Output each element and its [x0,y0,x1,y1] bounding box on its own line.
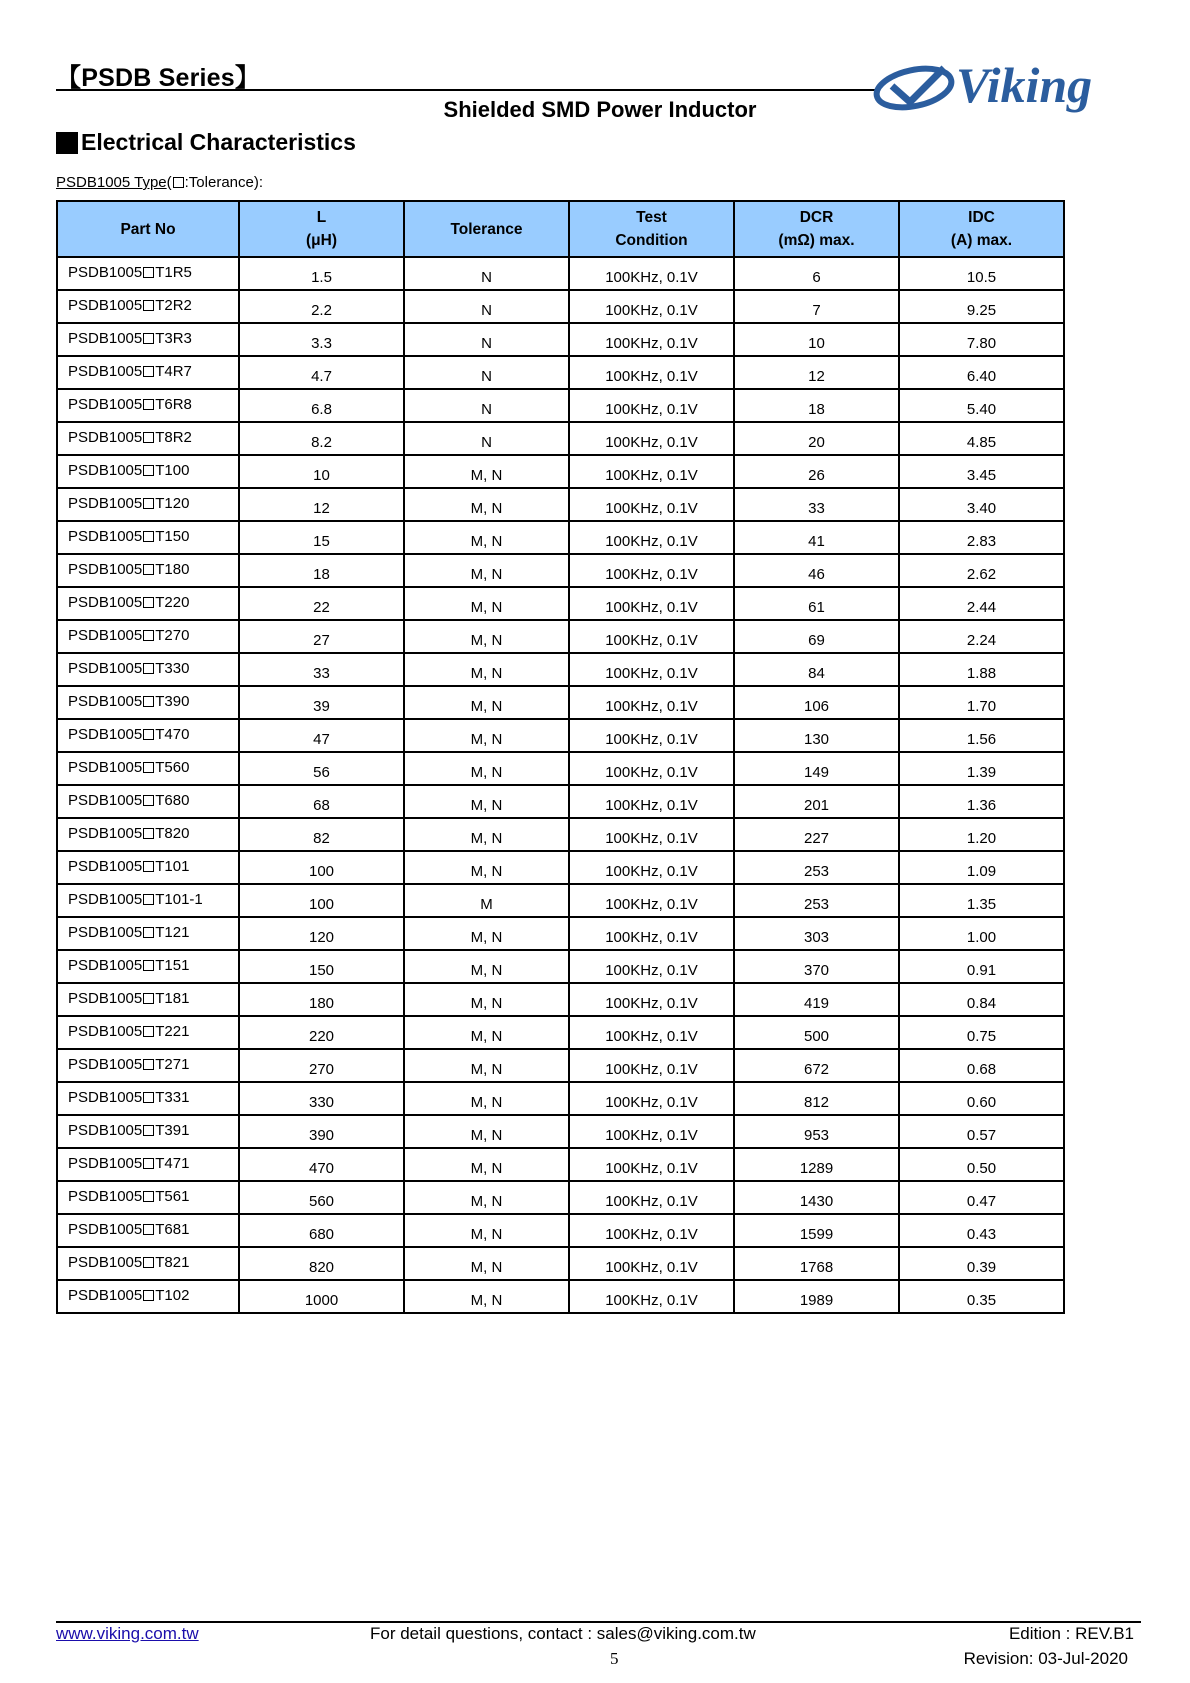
cell-idc: 2.24 [899,620,1064,653]
cell-part-no: PSDB1005 T3R3 [57,323,239,356]
cell-dcr: 1430 [734,1181,899,1214]
cell-test-condition: 100KHz, 0.1V [569,389,734,422]
cell-idc: 0.43 [899,1214,1064,1247]
placeholder-box-icon [143,399,154,410]
cell-part-no: PSDB1005 T151 [57,950,239,983]
cell-idc: 9.25 [899,290,1064,323]
cell-dcr: 61 [734,587,899,620]
cell-test-condition: 100KHz, 0.1V [569,785,734,818]
table-row [57,818,1064,851]
header-dcr: DCR (mΩ) max. [734,201,899,257]
cell-inductance: 270 [239,1049,404,1082]
table-row [57,719,1064,752]
cell-dcr: 370 [734,950,899,983]
section-title [56,129,356,156]
cell-dcr: 253 [734,884,899,917]
cell-dcr: 84 [734,653,899,686]
contact-text: For detail questions, contact : sales@viking.com.tw [370,1624,756,1643]
cell-part-no: PSDB1005 T121 [57,917,239,950]
cell-part-no: PSDB1005 T561 [57,1181,239,1214]
placeholder-box-icon [143,894,154,905]
cell-idc: 1.88 [899,653,1064,686]
table-row [57,620,1064,653]
table-row [57,323,1064,356]
cell-tolerance: M, N [404,653,569,686]
table-row [57,884,1064,917]
table-row [57,1247,1064,1280]
cell-part-no: PSDB1005 T471 [57,1148,239,1181]
cell-test-condition: 100KHz, 0.1V [569,653,734,686]
header-part-no: Part No [57,201,239,257]
table-row [57,1115,1064,1148]
cell-idc: 10.5 [899,257,1064,290]
cell-test-condition: 100KHz, 0.1V [569,983,734,1016]
cell-test-condition: 100KHz, 0.1V [569,1181,734,1214]
cell-tolerance: M, N [404,455,569,488]
table-row [57,587,1064,620]
cell-tolerance: N [404,290,569,323]
cell-tolerance: N [404,389,569,422]
placeholder-box-icon [143,828,154,839]
cell-dcr: 18 [734,389,899,422]
cell-inductance: 120 [239,917,404,950]
cell-test-condition: 100KHz, 0.1V [569,1082,734,1115]
cell-test-condition: 100KHz, 0.1V [569,323,734,356]
cell-tolerance: M [404,884,569,917]
cell-dcr: 1599 [734,1214,899,1247]
cell-tolerance: M, N [404,851,569,884]
cell-idc: 2.44 [899,587,1064,620]
cell-dcr: 130 [734,719,899,752]
table-row [57,521,1064,554]
table-row [57,983,1064,1016]
cell-dcr: 419 [734,983,899,1016]
cell-part-no: PSDB1005 T8R2 [57,422,239,455]
cell-tolerance: M, N [404,554,569,587]
cell-part-no: PSDB1005 T1R5 [57,257,239,290]
section-bullet-icon [56,132,78,154]
table-row [57,455,1064,488]
viking-logo [870,52,1150,124]
edition-text: Edition : REV.B1 [1008,1624,1134,1643]
cell-test-condition: 100KHz, 0.1V [569,257,734,290]
header-idc: IDC (A) max. [899,201,1064,257]
cell-idc: 3.45 [899,455,1064,488]
cell-dcr: 1289 [734,1148,899,1181]
cell-dcr: 500 [734,1016,899,1049]
cell-inductance: 47 [239,719,404,752]
cell-idc: 1.39 [899,752,1064,785]
cell-tolerance: M, N [404,1181,569,1214]
cell-tolerance: M, N [404,1280,569,1313]
cell-part-no: PSDB1005 T470 [57,719,239,752]
placeholder-box-icon [143,531,154,542]
cell-idc: 4.85 [899,422,1064,455]
cell-tolerance: M, N [404,1148,569,1181]
cell-inductance: 330 [239,1082,404,1115]
placeholder-box-icon [143,861,154,872]
table-row [57,653,1064,686]
cell-part-no: PSDB1005 T180 [57,554,239,587]
table-row [57,389,1064,422]
cell-idc: 6.40 [899,356,1064,389]
cell-dcr: 33 [734,488,899,521]
placeholder-box-icon [143,1059,154,1070]
placeholder-box-icon [143,432,154,443]
placeholder-box-icon [143,927,154,938]
placeholder-box-icon [143,663,154,674]
cell-inductance: 10 [239,455,404,488]
placeholder-box-icon [143,564,154,575]
cell-test-condition: 100KHz, 0.1V [569,554,734,587]
placeholder-box-icon [143,300,154,311]
cell-idc: 0.68 [899,1049,1064,1082]
placeholder-box-icon [143,1125,154,1136]
cell-tolerance: N [404,257,569,290]
cell-idc: 0.57 [899,1115,1064,1148]
cell-tolerance: M, N [404,488,569,521]
cell-test-condition: 100KHz, 0.1V [569,1280,734,1313]
cell-idc: 0.47 [899,1181,1064,1214]
cell-idc: 0.50 [899,1148,1064,1181]
cell-test-condition: 100KHz, 0.1V [569,620,734,653]
placeholder-box-icon [143,993,154,1004]
cell-dcr: 46 [734,554,899,587]
cell-part-no: PSDB1005 T271 [57,1049,239,1082]
table-row [57,917,1064,950]
cell-tolerance: M, N [404,1016,569,1049]
cell-inductance: 100 [239,884,404,917]
cell-inductance: 56 [239,752,404,785]
cell-tolerance: M, N [404,620,569,653]
cell-dcr: 7 [734,290,899,323]
cell-inductance: 220 [239,1016,404,1049]
placeholder-box-icon [173,177,184,188]
cell-dcr: 1768 [734,1247,899,1280]
placeholder-box-icon [143,762,154,773]
header-inductance: L (μH) [239,201,404,257]
cell-tolerance: M, N [404,1049,569,1082]
cell-tolerance: M, N [404,1214,569,1247]
cell-part-no: PSDB1005 T150 [57,521,239,554]
page-number: 5 [610,1649,619,1668]
cell-dcr: 12 [734,356,899,389]
cell-part-no: PSDB1005 T560 [57,752,239,785]
table-row [57,1181,1064,1214]
table-row [57,1049,1064,1082]
cell-inductance: 39 [239,686,404,719]
cell-tolerance: M, N [404,917,569,950]
cell-inductance: 680 [239,1214,404,1247]
placeholder-box-icon [143,333,154,344]
cell-dcr: 149 [734,752,899,785]
cell-inductance: 15 [239,521,404,554]
cell-idc: 2.83 [899,521,1064,554]
cell-idc: 0.91 [899,950,1064,983]
table-header-row [57,201,1064,257]
cell-dcr: 20 [734,422,899,455]
cell-test-condition: 100KHz, 0.1V [569,686,734,719]
cell-test-condition: 100KHz, 0.1V [569,422,734,455]
cell-part-no: PSDB1005 T120 [57,488,239,521]
cell-dcr: 672 [734,1049,899,1082]
cell-test-condition: 100KHz, 0.1V [569,1214,734,1247]
placeholder-box-icon [143,1224,154,1235]
table-row [57,686,1064,719]
cell-tolerance: M, N [404,686,569,719]
cell-idc: 1.70 [899,686,1064,719]
placeholder-box-icon [143,267,154,278]
cell-idc: 0.75 [899,1016,1064,1049]
cell-tolerance: N [404,422,569,455]
cell-idc: 0.39 [899,1247,1064,1280]
cell-inductance: 1.5 [239,257,404,290]
cell-inductance: 1000 [239,1280,404,1313]
cell-part-no: PSDB1005 T331 [57,1082,239,1115]
cell-inductance: 150 [239,950,404,983]
cell-idc: 3.40 [899,488,1064,521]
placeholder-box-icon [143,465,154,476]
placeholder-box-icon [143,696,154,707]
footer-rule [56,1621,1141,1623]
table-row [57,1016,1064,1049]
cell-inductance: 180 [239,983,404,1016]
table-row [57,1082,1064,1115]
cell-part-no: PSDB1005 T221 [57,1016,239,1049]
cell-dcr: 41 [734,521,899,554]
cell-tolerance: M, N [404,1115,569,1148]
cell-inductance: 470 [239,1148,404,1181]
cell-part-no: PSDB1005 T390 [57,686,239,719]
cell-part-no: PSDB1005 T820 [57,818,239,851]
cell-inductance: 4.7 [239,356,404,389]
cell-inductance: 12 [239,488,404,521]
placeholder-box-icon [143,1092,154,1103]
placeholder-box-icon [143,597,154,608]
section-title-text: Electrical Characteristics [81,129,356,155]
cell-tolerance: M, N [404,950,569,983]
cell-test-condition: 100KHz, 0.1V [569,884,734,917]
page-subtitle: Shielded SMD Power Inductor [443,97,757,122]
cell-part-no: PSDB1005 T220 [57,587,239,620]
cell-dcr: 812 [734,1082,899,1115]
cell-test-condition: 100KHz, 0.1V [569,488,734,521]
cell-idc: 0.35 [899,1280,1064,1313]
cell-dcr: 201 [734,785,899,818]
header-tolerance: Tolerance [404,201,569,257]
revision-text: Revision: 03-Jul-2020 [963,1649,1128,1668]
cell-inductance: 18 [239,554,404,587]
header-test-condition: Test Condition [569,201,734,257]
table-row [57,752,1064,785]
cell-test-condition: 100KHz, 0.1V [569,851,734,884]
website-link[interactable]: www.viking.com.tw [56,1624,199,1643]
cell-idc: 1.35 [899,884,1064,917]
cell-dcr: 953 [734,1115,899,1148]
table-row [57,356,1064,389]
cell-test-condition: 100KHz, 0.1V [569,1247,734,1280]
cell-test-condition: 100KHz, 0.1V [569,1016,734,1049]
placeholder-box-icon [143,1290,154,1301]
cell-tolerance: N [404,323,569,356]
cell-test-condition: 100KHz, 0.1V [569,356,734,389]
cell-dcr: 10 [734,323,899,356]
cell-test-condition: 100KHz, 0.1V [569,1049,734,1082]
cell-idc: 1.36 [899,785,1064,818]
table-row [57,1214,1064,1247]
table-row [57,488,1064,521]
table-row [57,1148,1064,1181]
cell-test-condition: 100KHz, 0.1V [569,818,734,851]
cell-inductance: 390 [239,1115,404,1148]
table-row [57,851,1064,884]
cell-part-no: PSDB1005 T4R7 [57,356,239,389]
cell-dcr: 1989 [734,1280,899,1313]
cell-tolerance: M, N [404,719,569,752]
cell-tolerance: M, N [404,983,569,1016]
cell-part-no: PSDB1005 T6R8 [57,389,239,422]
placeholder-box-icon [143,498,154,509]
table-row [57,422,1064,455]
placeholder-box-icon [143,729,154,740]
cell-dcr: 26 [734,455,899,488]
cell-idc: 1.20 [899,818,1064,851]
type-label-suffix: :Tolerance): [184,174,264,191]
cell-part-no: PSDB1005 T270 [57,620,239,653]
table-row [57,257,1064,290]
cell-test-condition: 100KHz, 0.1V [569,587,734,620]
cell-inductance: 2.2 [239,290,404,323]
placeholder-box-icon [143,366,154,377]
type-label: PSDB1005 Type( :Tolerance): [56,174,264,191]
table-row [57,1280,1064,1313]
table-row [57,290,1064,323]
cell-part-no: PSDB1005 T2R2 [57,290,239,323]
cell-part-no: PSDB1005 T330 [57,653,239,686]
cell-inductance: 3.3 [239,323,404,356]
cell-inductance: 100 [239,851,404,884]
cell-idc: 5.40 [899,389,1064,422]
cell-inductance: 820 [239,1247,404,1280]
electrical-characteristics-table [56,200,1065,1314]
cell-idc: 0.84 [899,983,1064,1016]
cell-test-condition: 100KHz, 0.1V [569,917,734,950]
cell-part-no: PSDB1005 T821 [57,1247,239,1280]
cell-inductance: 6.8 [239,389,404,422]
cell-idc: 1.00 [899,917,1064,950]
table-row [57,950,1064,983]
cell-idc: 2.62 [899,554,1064,587]
cell-part-no: PSDB1005 T101 [57,851,239,884]
cell-idc: 0.60 [899,1082,1064,1115]
cell-dcr: 303 [734,917,899,950]
cell-test-condition: 100KHz, 0.1V [569,521,734,554]
cell-test-condition: 100KHz, 0.1V [569,455,734,488]
cell-inductance: 8.2 [239,422,404,455]
cell-idc: 1.56 [899,719,1064,752]
cell-tolerance: N [404,356,569,389]
cell-dcr: 6 [734,257,899,290]
cell-dcr: 106 [734,686,899,719]
cell-test-condition: 100KHz, 0.1V [569,290,734,323]
type-label-prefix: PSDB1005 Type [56,174,167,191]
placeholder-box-icon [143,795,154,806]
cell-test-condition: 100KHz, 0.1V [569,719,734,752]
cell-part-no: PSDB1005 T100 [57,455,239,488]
table-row [57,785,1064,818]
cell-part-no: PSDB1005 T680 [57,785,239,818]
cell-inductance: 82 [239,818,404,851]
cell-part-no: PSDB1005 T391 [57,1115,239,1148]
logo-wordmark: Viking [956,57,1093,113]
table-row [57,554,1064,587]
cell-test-condition: 100KHz, 0.1V [569,752,734,785]
placeholder-box-icon [143,630,154,641]
placeholder-box-icon [143,1191,154,1202]
header-rule [56,89,876,91]
cell-dcr: 227 [734,818,899,851]
placeholder-box-icon [143,1026,154,1037]
cell-inductance: 22 [239,587,404,620]
cell-tolerance: M, N [404,521,569,554]
cell-idc: 7.80 [899,323,1064,356]
cell-part-no: PSDB1005 T101-1 [57,884,239,917]
cell-tolerance: M, N [404,752,569,785]
cell-test-condition: 100KHz, 0.1V [569,1115,734,1148]
cell-tolerance: M, N [404,818,569,851]
cell-part-no: PSDB1005 T181 [57,983,239,1016]
cell-inductance: 27 [239,620,404,653]
cell-tolerance: M, N [404,1247,569,1280]
placeholder-box-icon [143,960,154,971]
cell-inductance: 33 [239,653,404,686]
series-title: 【PSDB Series】 [56,64,261,92]
cell-dcr: 69 [734,620,899,653]
placeholder-box-icon [143,1158,154,1169]
cell-test-condition: 100KHz, 0.1V [569,950,734,983]
cell-idc: 1.09 [899,851,1064,884]
cell-tolerance: M, N [404,587,569,620]
cell-inductance: 560 [239,1181,404,1214]
cell-tolerance: M, N [404,1082,569,1115]
cell-dcr: 253 [734,851,899,884]
cell-inductance: 68 [239,785,404,818]
cell-part-no: PSDB1005 T102 [57,1280,239,1313]
cell-test-condition: 100KHz, 0.1V [569,1148,734,1181]
cell-tolerance: M, N [404,785,569,818]
cell-part-no: PSDB1005 T681 [57,1214,239,1247]
placeholder-box-icon [143,1257,154,1268]
